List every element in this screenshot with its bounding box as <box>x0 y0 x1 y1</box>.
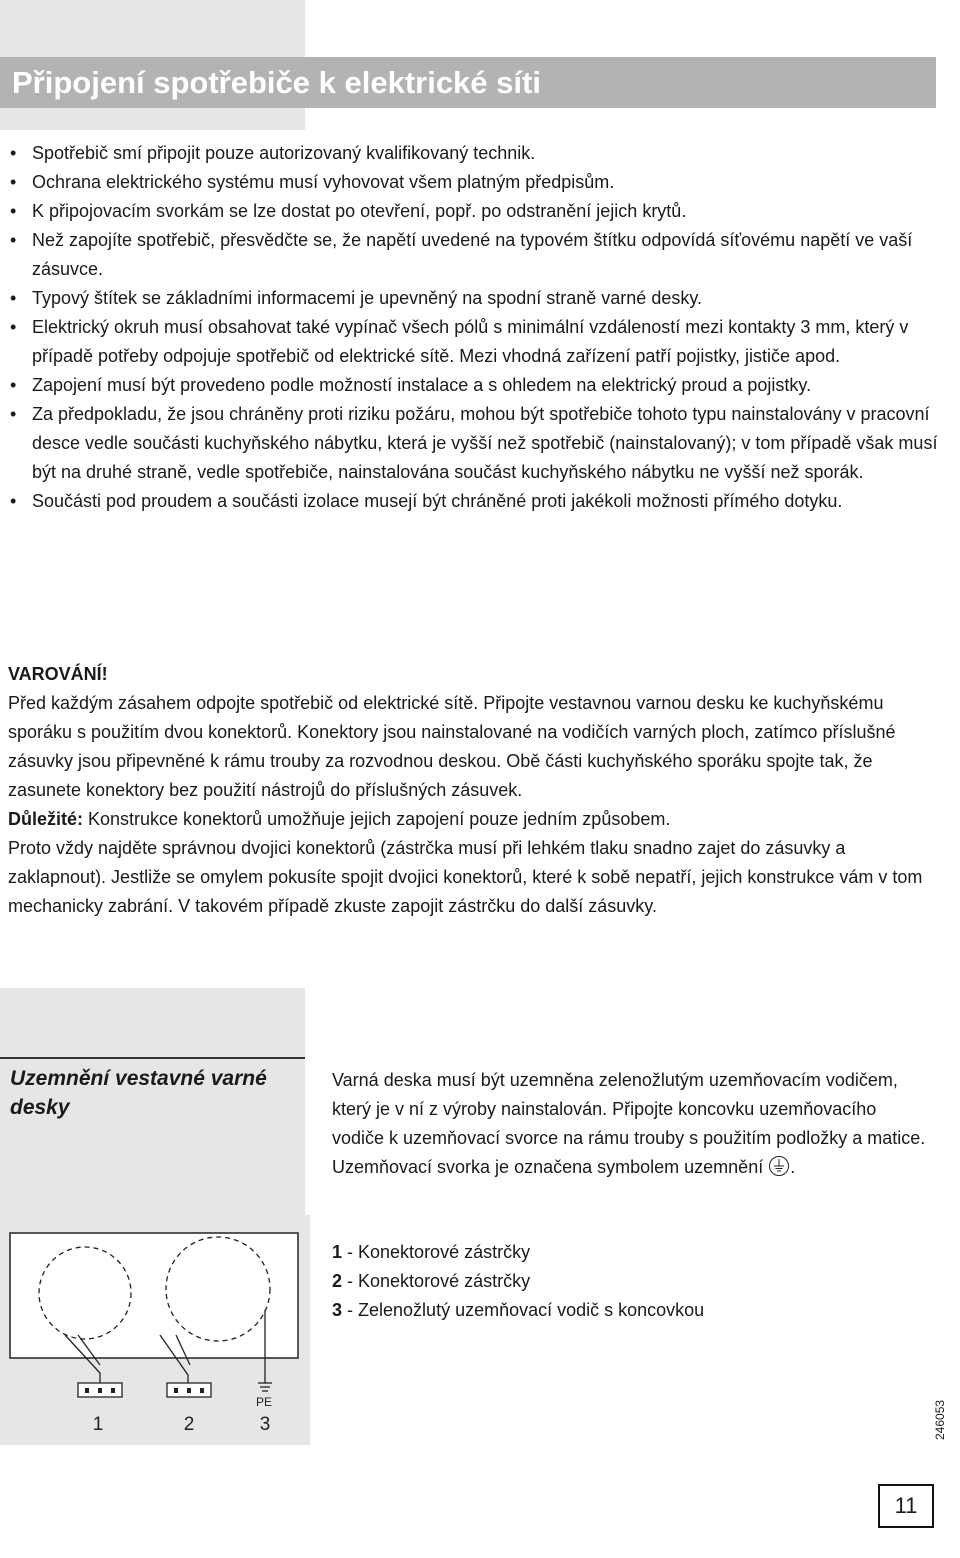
list-item-text: Součásti pod proudem a součásti izolace musejí být chráněné proti jakékoli možnosti přímého dotyku. <box>32 491 843 511</box>
legend-separator: - <box>342 1271 359 1291</box>
legend-separator: - <box>342 1300 359 1320</box>
list-item <box>8 226 938 284</box>
legend-separator: - <box>342 1242 359 1262</box>
bullet-marker: • <box>10 172 17 192</box>
list-item <box>8 371 938 400</box>
legend-label: Konektorové zástrčky <box>358 1271 531 1291</box>
list-item-text: Spotřebič smí připojit pouze autorizovaný kvalifikovaný technik. <box>32 143 536 163</box>
legend-number: 3 <box>332 1300 343 1320</box>
bullet-marker: • <box>10 404 17 424</box>
list-item <box>8 284 938 313</box>
requirements-list <box>8 139 938 516</box>
diagram-label-2: 2 <box>183 1414 195 1435</box>
section-divider <box>0 1057 305 1059</box>
list-item <box>8 168 938 197</box>
bullet-marker: • <box>10 317 17 337</box>
legend-item <box>332 1238 932 1267</box>
diagram-label-3: 3 <box>259 1414 271 1435</box>
important-label: Důležité: <box>8 809 84 829</box>
title-bar <box>0 57 936 108</box>
bullet-marker: • <box>10 375 17 395</box>
bullet-marker: • <box>10 491 17 511</box>
list-item-text: Než zapojíte spotřebič, přesvědčte se, že napětí uvedené na typovém štítku odpovídá síťovému napětí ve vaší zásuvce. <box>32 230 913 279</box>
list-item <box>8 487 938 516</box>
legend-label: Konektorové zástrčky <box>358 1242 531 1262</box>
page-title: Připojení spotřebiče k elektrické síti <box>12 65 541 100</box>
warning-paragraph-2: Proto vždy najděte správnou dvojici konektorů (zástrčka musí při lehkém tlaku snadno zajet do zásuvky a zaklapnout). Jestliže se omylem pokusíte spojit dvojici konektorů, které k sobě nepatří, jejich konstrukce vám v tom mechanicky zabrání. V takovém případě zkuste zapojit zástrčku do další zásuvky. <box>8 838 923 916</box>
diagram-legend <box>332 1238 932 1325</box>
legend-item <box>332 1296 932 1325</box>
warning-heading: VAROVÁNÍ! <box>8 664 108 684</box>
bullet-marker: • <box>10 143 17 163</box>
document-code: 246053 <box>933 1399 947 1440</box>
list-item <box>8 313 938 371</box>
grounding-section-title: Uzemnění vestavné varné desky <box>10 1067 267 1119</box>
legend-number: 2 <box>332 1271 343 1291</box>
list-item-text: K připojovacím svorkám se lze dostat po otevření, popř. po odstranění jejich krytů. <box>32 201 687 221</box>
important-note <box>8 805 938 834</box>
grounding-text-end: . <box>790 1157 796 1177</box>
hob-wiring-diagram <box>0 1215 310 1450</box>
grounding-text: Varná deska musí být uzemněna zelenožlutým uzemňovacím vodičem, který je v ní z výroby nainstalován. Připojte koncovku uzemňovacího vodiče k uzemňovací svorce na rámu trouby s použitím podložky a matice. Uzemňovací svorka je označena symbolem uzemnění <box>332 1070 926 1177</box>
important-text: Konstrukce konektorů umožňuje jejich zapojení pouze jedním způsobem. <box>83 809 671 829</box>
warning-section <box>8 660 938 921</box>
grounding-description <box>332 1066 932 1186</box>
legend-number: 1 <box>332 1242 343 1262</box>
ground-symbol-icon <box>768 1155 790 1186</box>
bullet-marker: • <box>10 201 17 221</box>
list-item-text: Elektrický okruh musí obsahovat také vypínač všech pólů s minimální vzdáleností mezi kontakty 3 mm, který v případě potřeby odpojuje spotřebič od elektrické sítě. Mezi vhodná zařízení patří pojistky, jističe apod. <box>32 317 909 366</box>
list-item-text: Za předpokladu, že jsou chráněny proti riziku požáru, mohou být spotřebiče tohoto typu nainstalovány v pracovní desce vedle součásti kuchyňského nábytku, která je vyšší než spotřebič (nainstalovaný); v tom případě však musí být na druhé straně, vedle spotřebiče, nainstalována součást kuchyňského nábytku ne vyšší než sporák. <box>32 404 938 482</box>
list-item <box>8 400 938 487</box>
bullet-marker: • <box>10 230 17 250</box>
pe-label: PE <box>255 1395 273 1409</box>
legend-label: Zelenožlutý uzemňovací vodič s koncovkou <box>358 1300 705 1320</box>
page-number: 11 <box>878 1484 934 1528</box>
bullet-marker: • <box>10 288 17 308</box>
warning-paragraph-1: Před každým zásahem odpojte spotřebič od elektrické sítě. Připojte vestavnou varnou desku ke kuchyňskému sporáku s použitím dvou konektorů. Konektory jsou nainstalované na vodičích varných ploch, zatímco příslušné zásuvky jsou připevněné k rámu trouby za rozvodnou deskou. Obě části kuchyňského sporáku spojte tak, že zasunete konektory bez použití nástrojů do příslušných zásuvek. <box>8 693 896 800</box>
hob-outline <box>10 1233 298 1358</box>
list-item <box>8 197 938 226</box>
list-item-text: Typový štítek se základními informacemi je upevněný na spodní straně varné desky. <box>32 288 702 308</box>
list-item-text: Ochrana elektrického systému musí vyhovovat všem platným předpisům. <box>32 172 615 192</box>
diagram-label-1: 1 <box>92 1414 104 1435</box>
list-item-text: Zapojení musí být provedeno podle možností instalace a s ohledem na elektrický proud a pojistky. <box>32 375 812 395</box>
legend-item <box>332 1267 932 1296</box>
list-item <box>8 139 938 168</box>
